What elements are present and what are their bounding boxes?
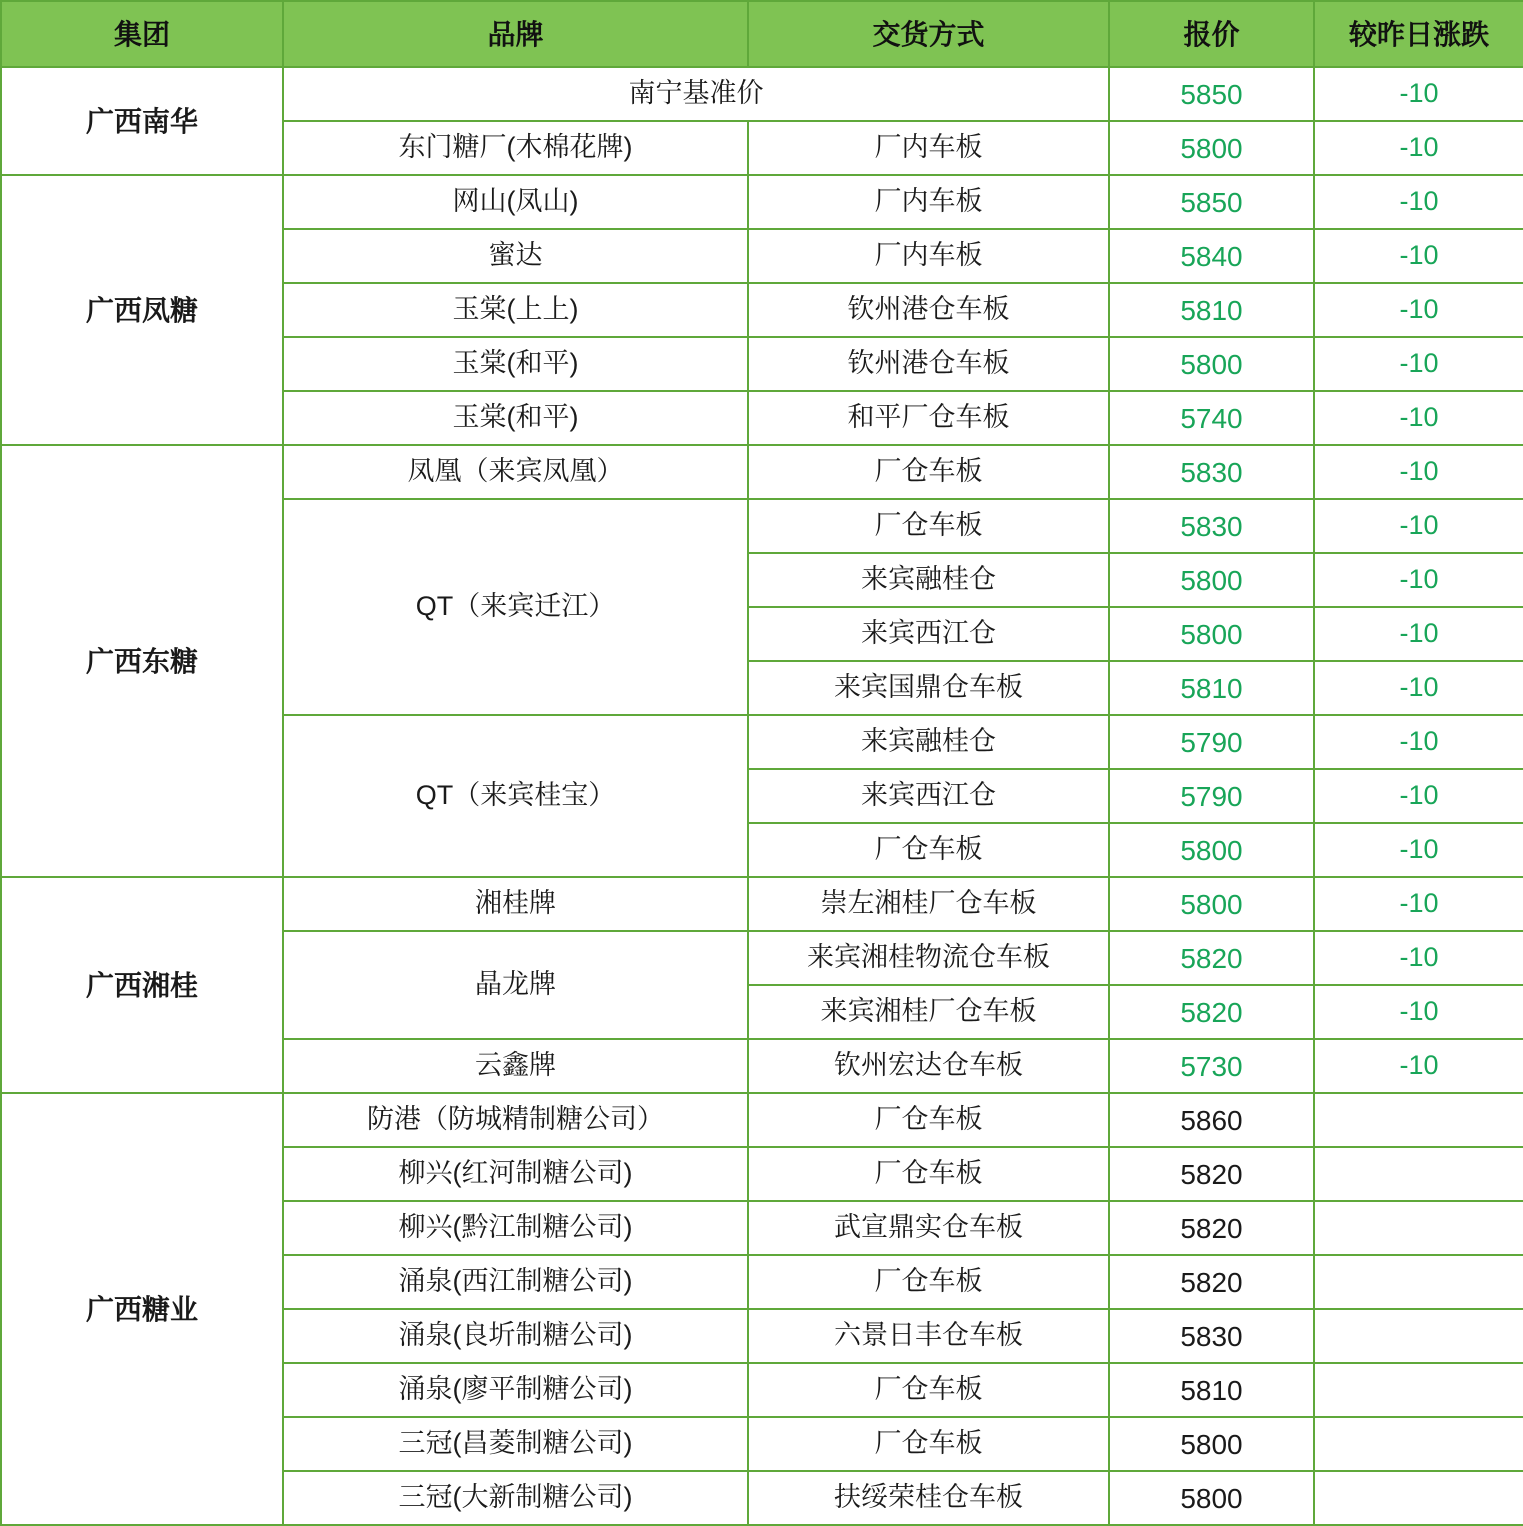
cell-group: 广西湘桂 [1,877,283,1093]
cell-delivery-method: 六景日丰仓车板 [748,1309,1109,1363]
cell-price: 5820 [1109,1201,1314,1255]
cell-brand: 网山(凤山) [283,175,748,229]
cell-change [1314,1417,1523,1471]
cell-change: -10 [1314,121,1523,175]
cell-brand: 柳兴(红河制糖公司) [283,1147,748,1201]
cell-delivery-method: 厂内车板 [748,229,1109,283]
cell-price: 5800 [1109,337,1314,391]
table-row [1,877,1523,931]
cell-group: 广西东糖 [1,445,283,877]
cell-delivery-method: 厂仓车板 [748,823,1109,877]
cell-price: 5830 [1109,499,1314,553]
cell-delivery-method: 来宾融桂仓 [748,553,1109,607]
cell-change: -10 [1314,823,1523,877]
cell-price: 5800 [1109,1417,1314,1471]
table-row [1,175,1523,229]
cell-brand: 三冠(昌菱制糖公司) [283,1417,748,1471]
cell-brand: 玉棠(上上) [283,283,748,337]
cell-price: 5800 [1109,823,1314,877]
table-body [1,67,1523,1525]
column-header-delivery-method: 交货方式 [748,1,1109,67]
cell-brand: 湘桂牌 [283,877,748,931]
cell-change: -10 [1314,1039,1523,1093]
cell-delivery-method: 钦州港仓车板 [748,283,1109,337]
cell-price: 5830 [1109,445,1314,499]
cell-delivery-method: 厂仓车板 [748,1255,1109,1309]
cell-brand: 涌泉(良圻制糖公司) [283,1309,748,1363]
cell-price: 5800 [1109,1471,1314,1525]
table-row [1,1093,1523,1147]
table-header [1,1,1523,67]
table-row [1,67,1523,121]
cell-brand: 东门糖厂(木棉花牌) [283,121,748,175]
cell-delivery-method: 崇左湘桂厂仓车板 [748,877,1109,931]
cell-group: 广西南华 [1,67,283,175]
cell-delivery-method: 钦州港仓车板 [748,337,1109,391]
cell-delivery-method: 和平厂仓车板 [748,391,1109,445]
column-header-group: 集团 [1,1,283,67]
cell-price: 5830 [1109,1309,1314,1363]
cell-group: 广西凤糖 [1,175,283,445]
cell-change: -10 [1314,67,1523,121]
cell-price: 5800 [1109,877,1314,931]
cell-brand: 涌泉(廖平制糖公司) [283,1363,748,1417]
cell-delivery-method: 武宣鼎实仓车板 [748,1201,1109,1255]
cell-group: 广西糖业 [1,1093,283,1525]
cell-change: -10 [1314,985,1523,1039]
cell-brand: QT（来宾桂宝） [283,715,748,877]
cell-change: -10 [1314,931,1523,985]
cell-change: -10 [1314,175,1523,229]
cell-change [1314,1363,1523,1417]
cell-brand: 南宁基准价 [283,67,1109,121]
cell-change: -10 [1314,499,1523,553]
cell-delivery-method: 扶绥荣桂仓车板 [748,1471,1109,1525]
cell-brand: 晶龙牌 [283,931,748,1039]
cell-brand: 云鑫牌 [283,1039,748,1093]
cell-brand: 防港（防城精制糖公司） [283,1093,748,1147]
cell-brand: 涌泉(西江制糖公司) [283,1255,748,1309]
cell-price: 5850 [1109,67,1314,121]
cell-change: -10 [1314,607,1523,661]
cell-brand: 凤凰（来宾凤凰） [283,445,748,499]
cell-price: 5820 [1109,985,1314,1039]
table-header-row [1,1,1523,67]
cell-delivery-method: 来宾湘桂厂仓车板 [748,985,1109,1039]
cell-delivery-method: 来宾融桂仓 [748,715,1109,769]
cell-change [1314,1471,1523,1525]
cell-price: 5800 [1109,121,1314,175]
cell-change: -10 [1314,553,1523,607]
cell-change [1314,1201,1523,1255]
cell-price: 5810 [1109,283,1314,337]
cell-brand: 玉棠(和平) [283,391,748,445]
cell-delivery-method: 来宾西江仓 [748,769,1109,823]
cell-price: 5850 [1109,175,1314,229]
cell-delivery-method: 来宾湘桂物流仓车板 [748,931,1109,985]
cell-price: 5800 [1109,553,1314,607]
cell-delivery-method: 厂内车板 [748,121,1109,175]
column-header-price: 报价 [1109,1,1314,67]
cell-price: 5790 [1109,715,1314,769]
column-header-change: 较昨日涨跌 [1314,1,1523,67]
cell-delivery-method: 来宾国鼎仓车板 [748,661,1109,715]
cell-change: -10 [1314,769,1523,823]
column-header-brand: 品牌 [283,1,748,67]
cell-price: 5820 [1109,1255,1314,1309]
table-row [1,445,1523,499]
cell-brand: 蜜达 [283,229,748,283]
cell-brand: 玉棠(和平) [283,337,748,391]
cell-change [1314,1093,1523,1147]
cell-delivery-method: 厂仓车板 [748,1147,1109,1201]
cell-change: -10 [1314,337,1523,391]
cell-delivery-method: 厂仓车板 [748,1093,1109,1147]
cell-delivery-method: 钦州宏达仓车板 [748,1039,1109,1093]
cell-delivery-method: 厂仓车板 [748,499,1109,553]
cell-change: -10 [1314,715,1523,769]
cell-price: 5730 [1109,1039,1314,1093]
cell-brand: 三冠(大新制糖公司) [283,1471,748,1525]
cell-change: -10 [1314,283,1523,337]
cell-change: -10 [1314,661,1523,715]
cell-change: -10 [1314,391,1523,445]
cell-delivery-method: 厂仓车板 [748,445,1109,499]
cell-price: 5740 [1109,391,1314,445]
cell-price: 5820 [1109,931,1314,985]
cell-price: 5790 [1109,769,1314,823]
cell-price: 5820 [1109,1147,1314,1201]
cell-brand: 柳兴(黔江制糖公司) [283,1201,748,1255]
cell-price: 5840 [1109,229,1314,283]
cell-delivery-method: 厂仓车板 [748,1417,1109,1471]
cell-change [1314,1309,1523,1363]
cell-change: -10 [1314,445,1523,499]
cell-change: -10 [1314,229,1523,283]
cell-price: 5860 [1109,1093,1314,1147]
cell-brand: QT（来宾迁江） [283,499,748,715]
cell-price: 5810 [1109,661,1314,715]
cell-price: 5800 [1109,607,1314,661]
cell-delivery-method: 来宾西江仓 [748,607,1109,661]
cell-change [1314,1255,1523,1309]
cell-change [1314,1147,1523,1201]
cell-price: 5810 [1109,1363,1314,1417]
cell-change: -10 [1314,877,1523,931]
cell-delivery-method: 厂内车板 [748,175,1109,229]
cell-delivery-method: 厂仓车板 [748,1363,1109,1417]
